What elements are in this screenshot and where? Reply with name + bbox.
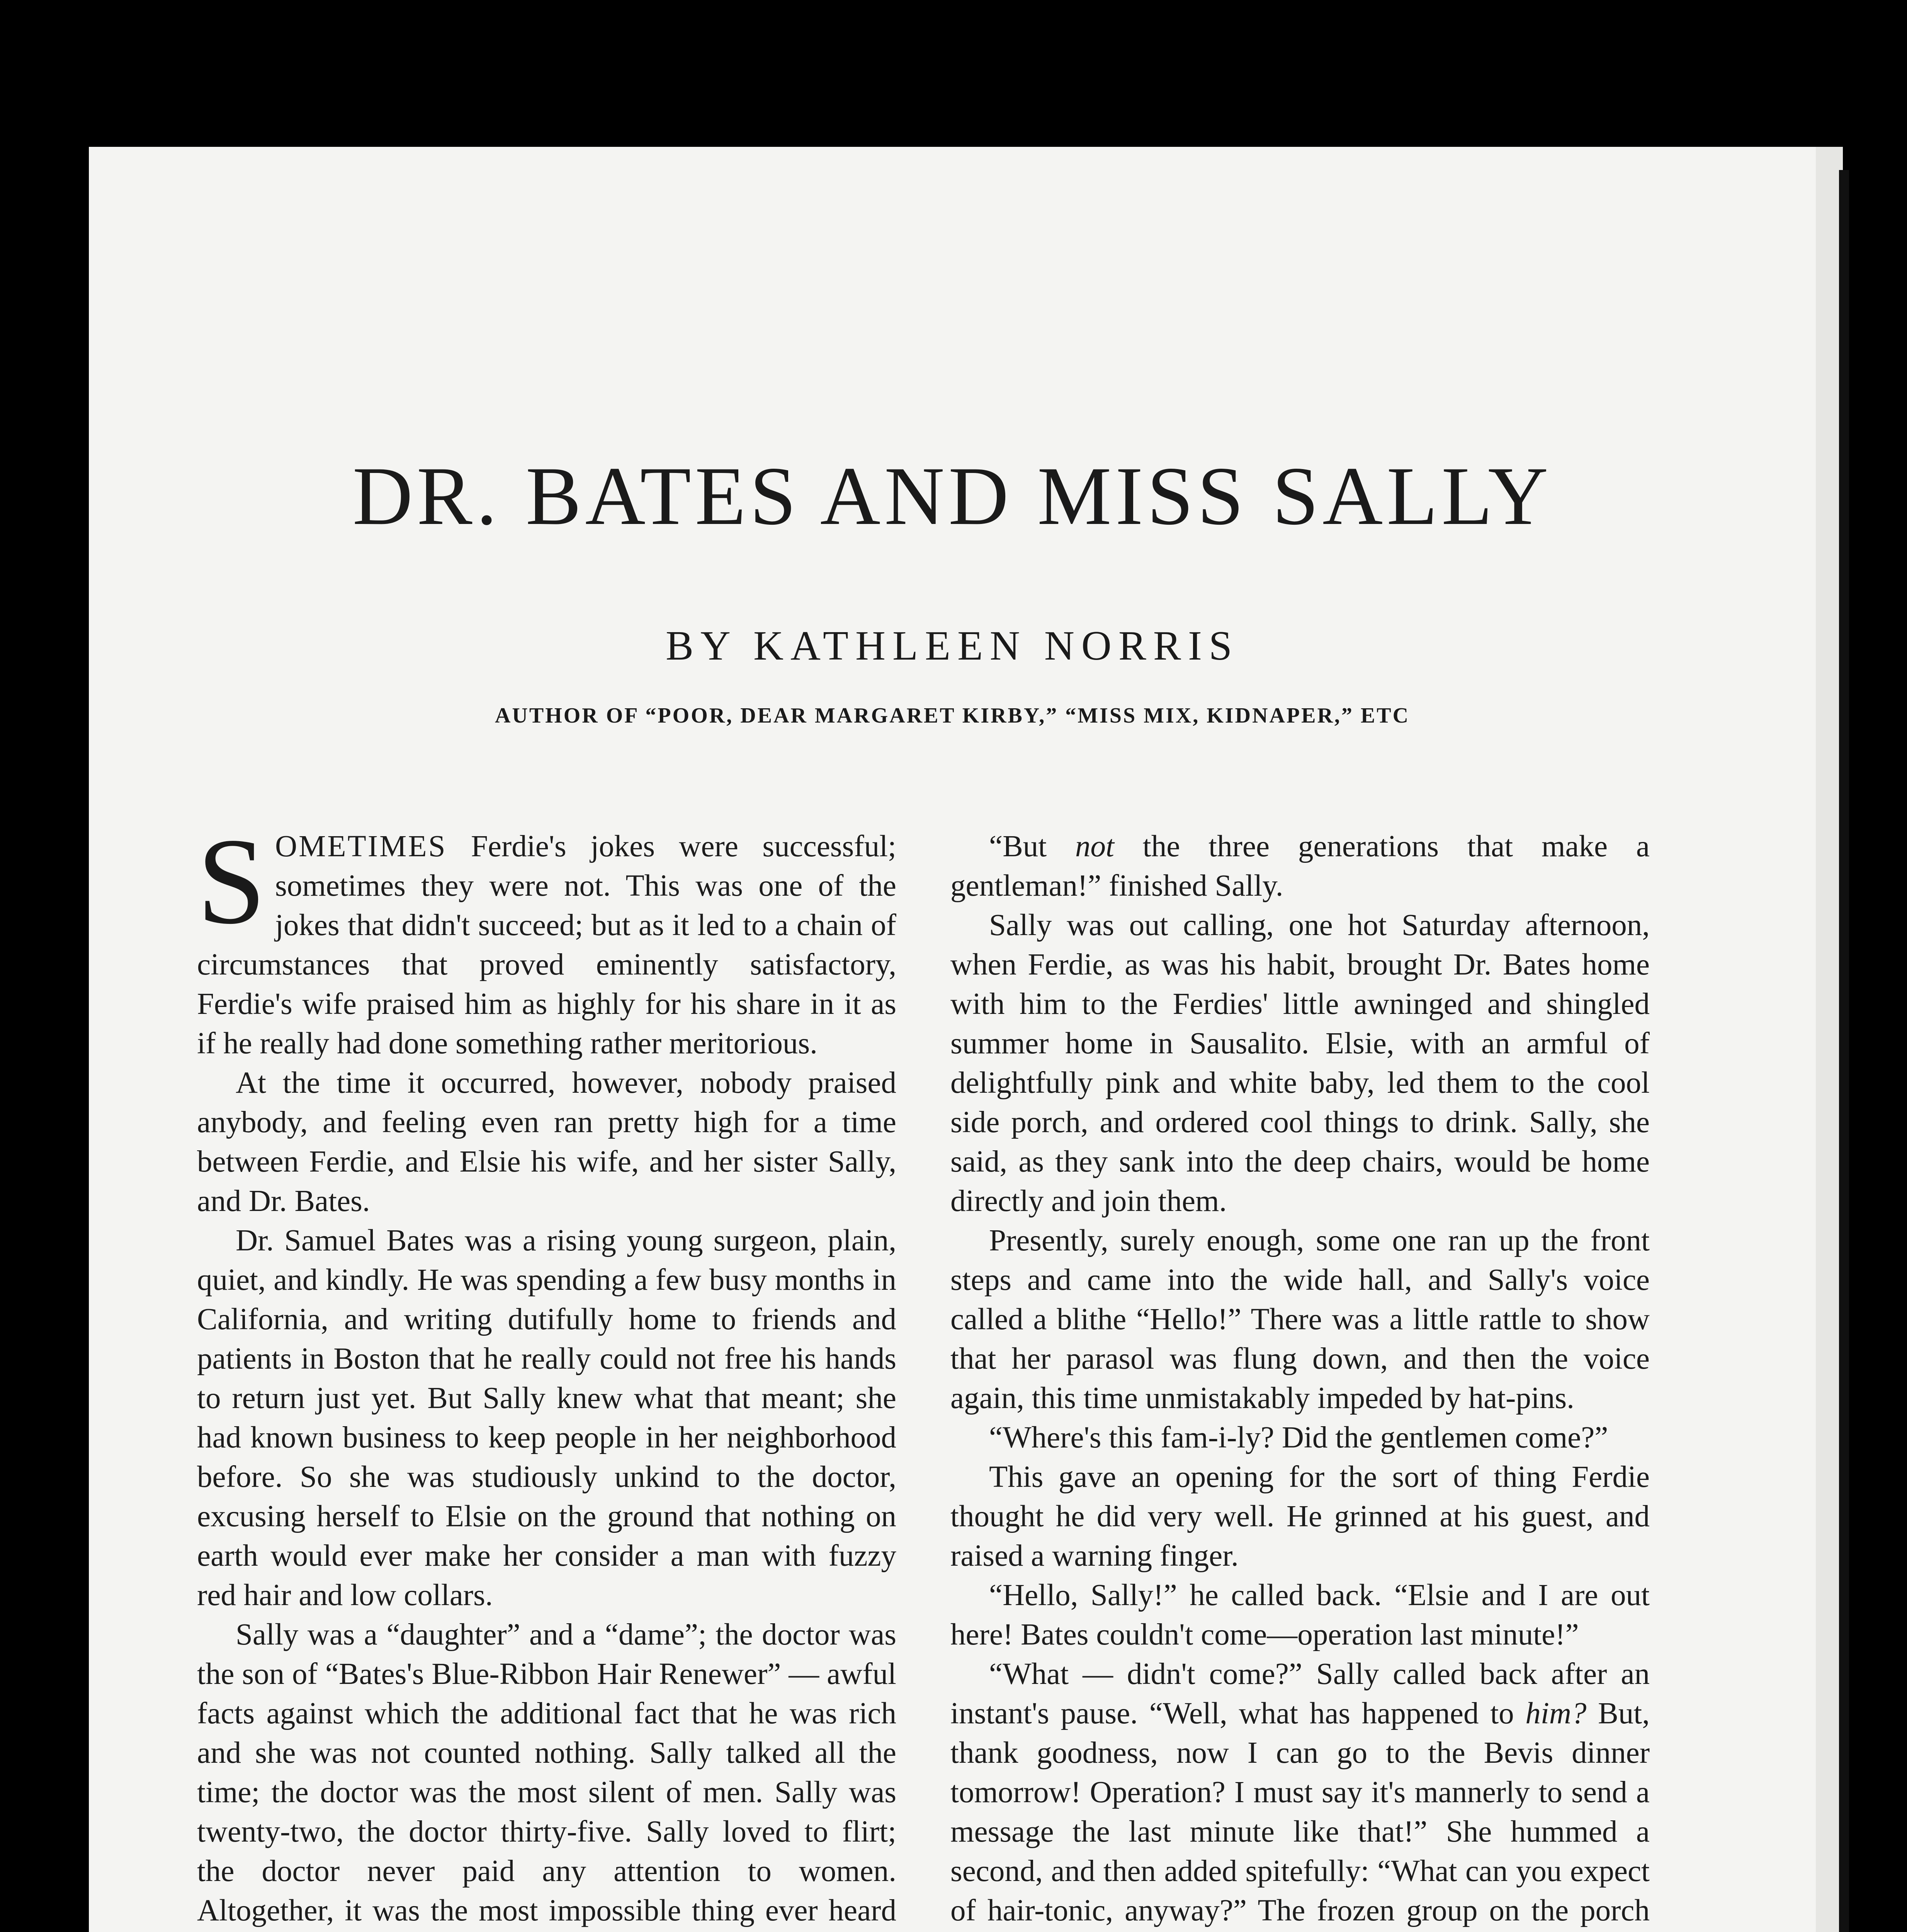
paragraph [197, 827, 896, 1063]
author-credits: AUTHOR OF “POOR, DEAR MARGARET KIRBY,” “MISS MIX, KIDNAPER,” ETC [495, 704, 1410, 728]
paragraph [950, 827, 1650, 906]
drop-cap: S [197, 827, 266, 950]
paragraph-text: the three generations that make a gentleman!” finished Sally. [950, 830, 1650, 903]
text-column-right [950, 827, 1650, 1932]
article-byline: BY KATHLEEN NORRIS [666, 623, 1239, 669]
paragraph-text: “What — didn't come?” Sally called back after an instant's pause. “Well, what has happened to [950, 1657, 1650, 1730]
paragraph: Sally was out calling, one hot Saturday afternoon, when Ferdie, as was his habit, brought Dr. Bates home with him to the Ferdies' little awninged and shingled summer home in Sausalito. Elsie, with an armful of delightfully pink and white baby, led them to the cool side porch, and ordered cool things to drink. Sally, she said, as they sank into the deep chairs, would be home directly and join them. [950, 908, 1650, 1218]
paragraph: “Where's this fam-i-ly? Did the gentlemen come?” [989, 1421, 1608, 1454]
paragraph: This gave an opening for the sort of thing Ferdie thought he did very well. He grinned at his guest, and raised a warning finger. [950, 1460, 1650, 1573]
paragraph: Dr. Samuel Bates was a rising young surgeon, plain, quiet, and kindly. He was spending a few busy months in California, and writing dutifully home to friends and patients in Boston that he really could not free his hands to return just yet. But Sally knew what that meant; she had known business to keep people in her neighborhood before. So she was studiously unkind to the doctor, excusing herself to Elsie on the ground that nothing on earth would ever make her consider a man with fuzzy red hair and low collars. [197, 1224, 896, 1612]
italic-text: him? [1525, 1697, 1587, 1730]
text-column-left [197, 827, 896, 1932]
italic-text: not [1075, 830, 1114, 863]
paragraph-text: Ferdie's jokes were successful; sometimes they were not. This was one of the jokes that didn't succeed; but as it led to a chain of circumstances that proved eminently satisfactory, Ferdie's wife praised him as highly for his share in it as if he really had done something rather meritorious. [197, 830, 896, 1060]
magazine-page [89, 147, 1816, 1932]
paragraph: Sally was a “daughter” and a “dame”; the doctor was the son of “Bates's Blue-Ribbon Hair Renewer” — awful facts against which the additional fact that he was rich and she was not counted nothing. Sally talked all the time; the doctor was the most silent of men. Sally was twenty-two, the doctor thirty-five. Sally loved to flirt; the doctor never paid any attention to women. Altogether, it was the most impossible thing ever heard [197, 1618, 896, 1927]
paragraph: “Hello, Sally!” he called back. “Elsie and I are out here! Bates couldn't come—operation last minute!” [950, 1578, 1650, 1651]
opening-word: OMETIMES [275, 830, 447, 863]
paragraph [950, 1655, 1650, 1932]
paragraph-text: “But [989, 830, 1076, 863]
paragraph: At the time it occurred, however, nobody praised anybody, and feeling even ran pretty high for a time between Ferdie, and Elsie his wife, and her sister Sally, and Dr. Bates. [197, 1066, 896, 1218]
paragraph: Presently, surely enough, some one ran up the front steps and came into the wide hall, and Sally's voice called a blithe “Hello!” There was a little rattle to show that her parasol was flung down, and then the voice again, this time unmistakably impeded by hat-pins. [950, 1224, 1650, 1415]
paragraph-text: But, thank goodness, now I can go to the Bevis dinner tomorrow! Operation? I must say it's mannerly to send a message the last minute like that!” She hummed a second, and then added spitefully: “What can you expect of hair-tonic, anyway?” The frozen group on the porch [950, 1697, 1650, 1927]
book-gutter [1839, 170, 1849, 1932]
article-title: DR. BATES AND MISS SALLY [352, 450, 1552, 542]
